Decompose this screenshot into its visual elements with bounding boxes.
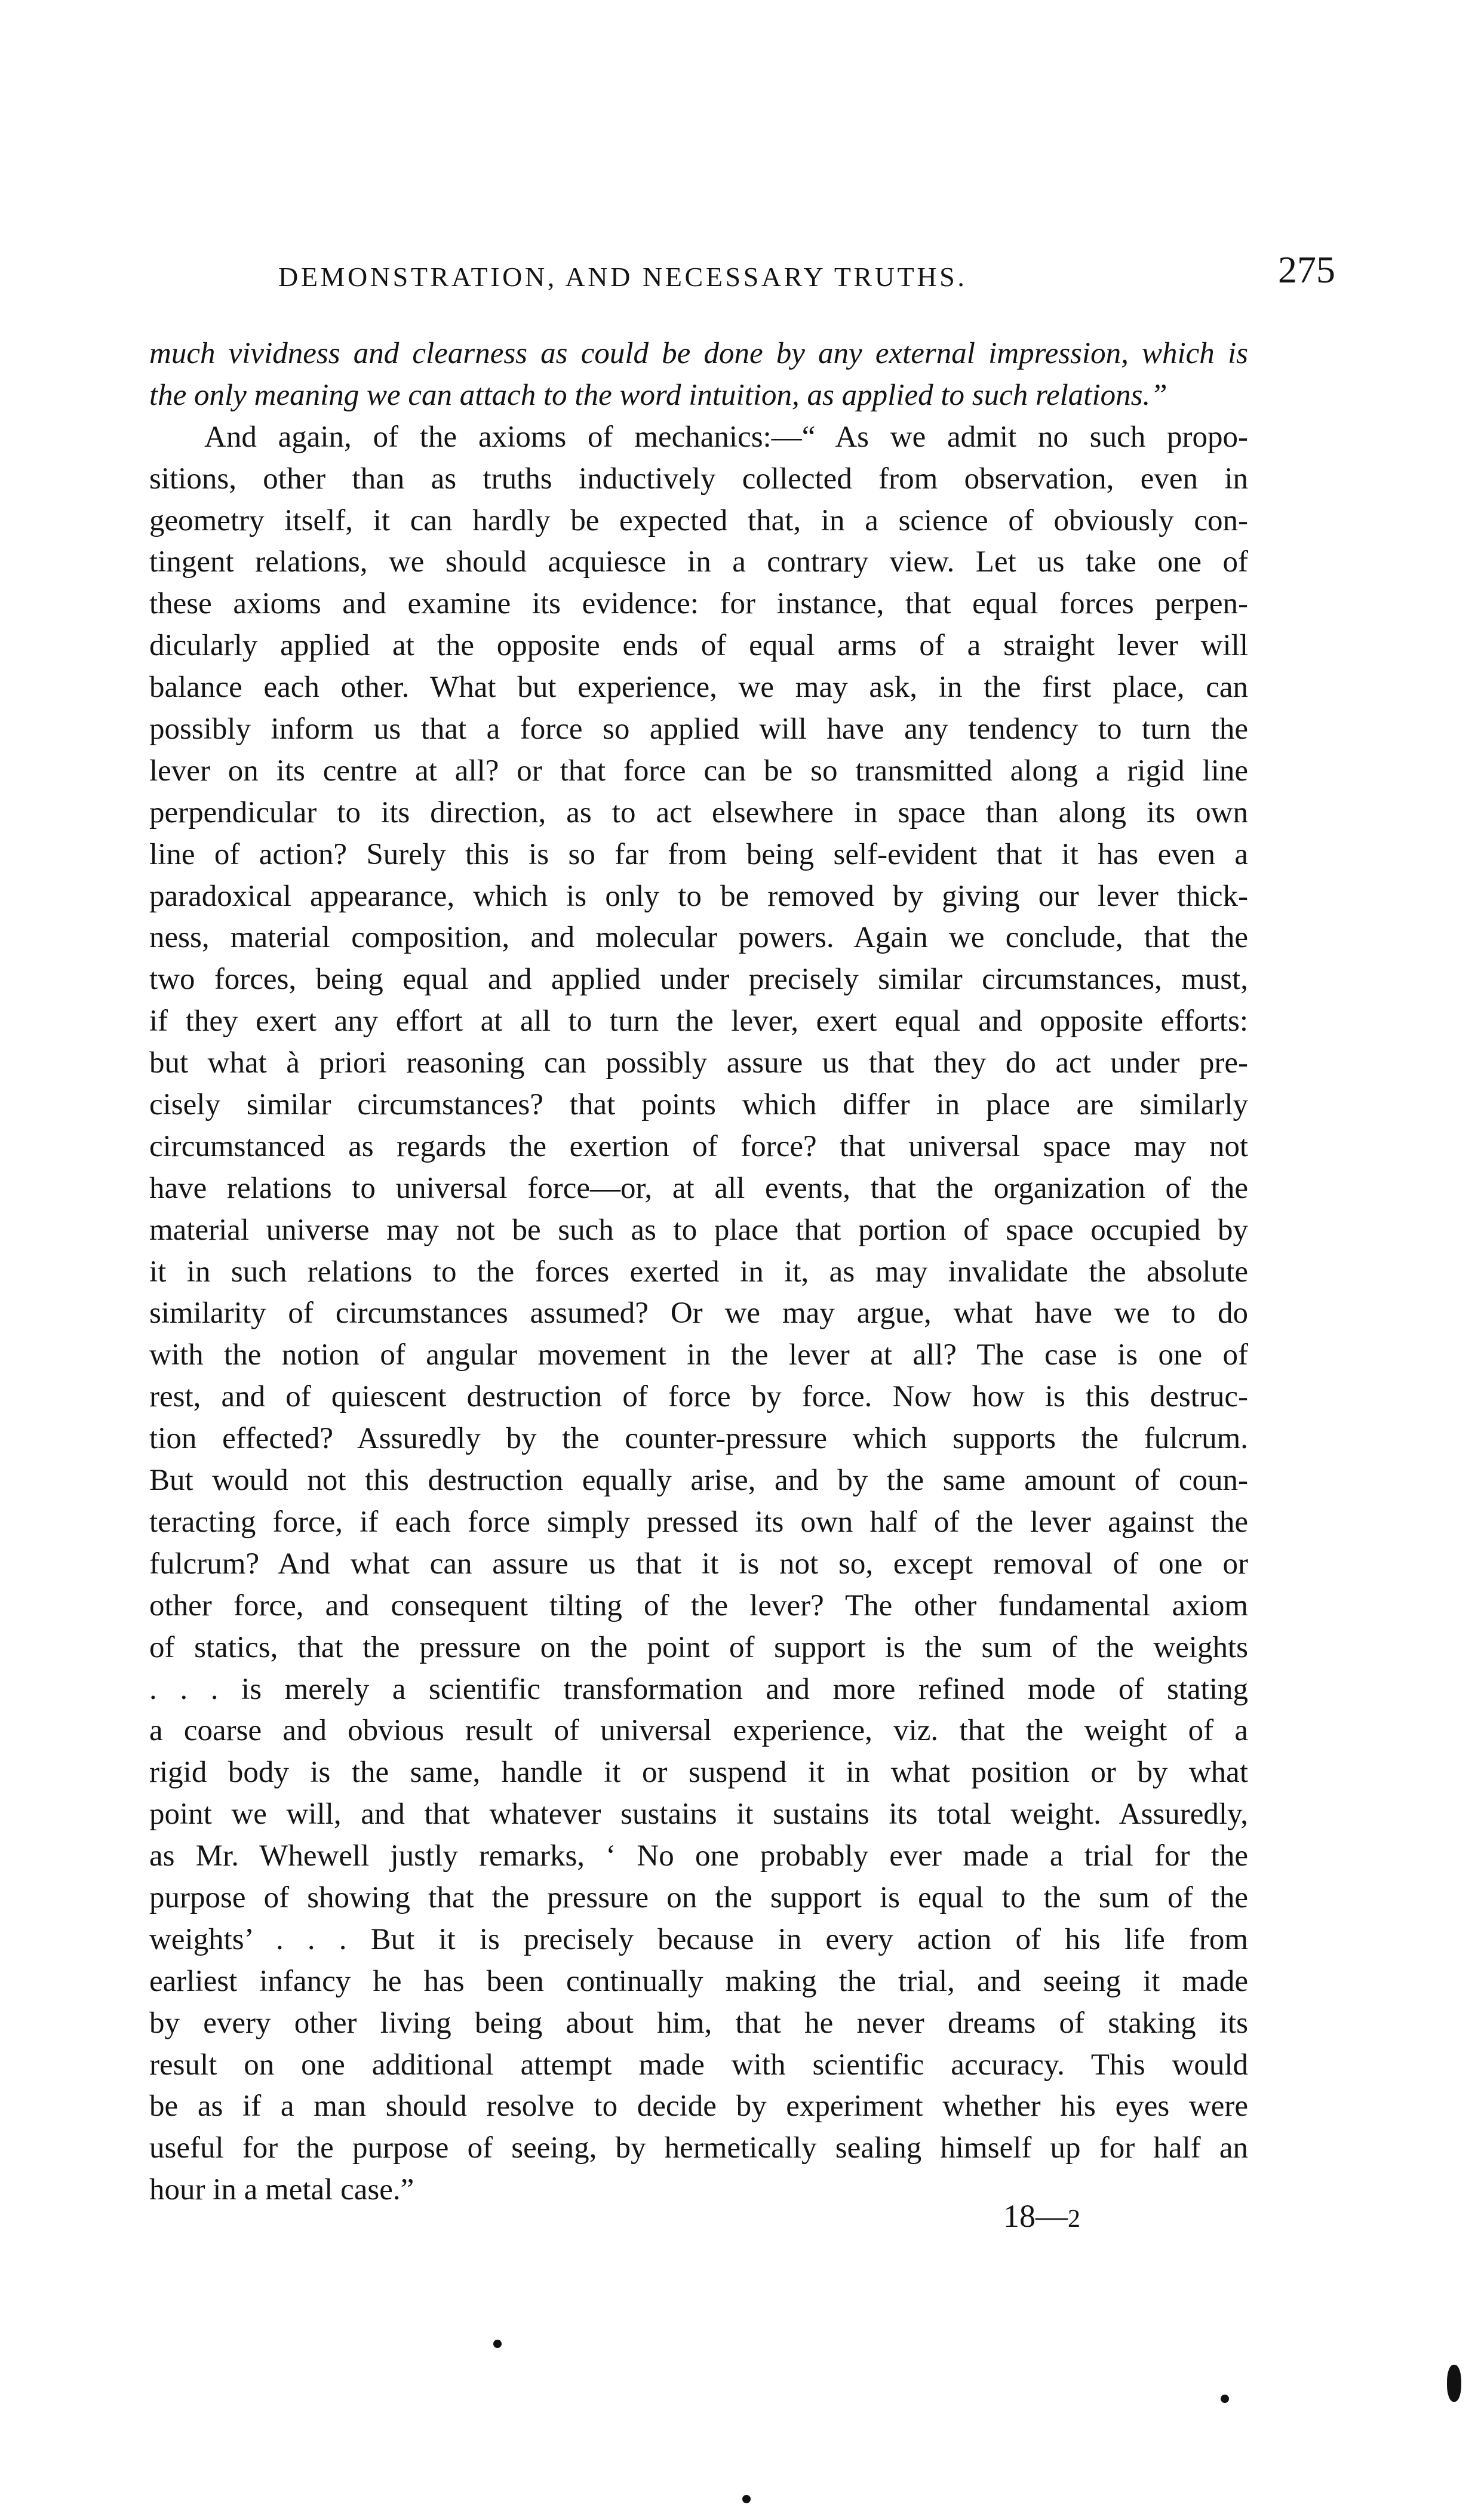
signature-mark: [1003, 2198, 1080, 2235]
page-number: 275: [1278, 248, 1335, 291]
text-line: useful for the purpose of seeing, by hermetically sealing himself up for half an: [149, 2131, 1248, 2165]
text-line: tion effected? Assuredly by the counter-pressure which supports the fulcrum.: [149, 1422, 1248, 1456]
text-line: paradoxical appearance, which is only to be removed by giving our lever thick-: [149, 879, 1248, 913]
text-line: rest, and of quiescent destruction of force by force. Now how is this destruc-: [149, 1380, 1248, 1414]
text-line: with the notion of angular movement in the lever at all? The case is one of: [149, 1338, 1248, 1372]
text-line: point we will, and that whatever sustains it sustains its total weight. Assuredly,: [149, 1797, 1248, 1831]
text-line: much vividness and clearness as could be done by any external impression, which is: [149, 337, 1248, 370]
text-line: two forces, being equal and applied under precisely similar circumstances, must,: [149, 963, 1248, 997]
text-line: it in such relations to the forces exerted in it, as may invalidate the absolute: [149, 1255, 1248, 1289]
body-text: [149, 333, 1248, 2211]
ink-speck: [493, 2340, 502, 2348]
ink-speck: [1447, 2365, 1461, 2402]
text-line: a coarse and obvious result of universal experience, viz. that the weight of a: [149, 1714, 1248, 1748]
text-line: earliest infancy he has been continually making the trial, and seeing it made: [149, 1964, 1248, 1998]
text-line: circumstanced as regards the exertion of force? that universal space may not: [149, 1129, 1248, 1163]
signature-number: 18—: [1003, 2198, 1068, 2234]
text-line: balance each other. What but experience, we may ask, in the first place, can: [149, 671, 1248, 705]
text-line: fulcrum? And what can assure us that it is not so, except removal of one or: [149, 1547, 1248, 1581]
text-line: but what à priori reasoning can possibly assure us that they do act under pre-: [149, 1046, 1248, 1080]
running-title: DEMONSTRATION, AND NECESSARY TRUTHS.: [278, 262, 967, 292]
text-line: cisely similar circumstances? that points which differ in place are similarly: [149, 1088, 1248, 1122]
text-line: ness, material composition, and molecular powers. Again we conclude, that the: [149, 921, 1248, 955]
text-line: have relations to universal force—or, at all events, that the organization of the: [149, 1171, 1248, 1205]
text-line: by every other living being about him, that he never dreams of staking its: [149, 2006, 1248, 2040]
text-line: these axioms and examine its evidence: for instance, that equal forces perpen-: [149, 587, 1248, 621]
text-line: geometry itself, it can hardly be expected that, in a science of obviously con-: [149, 503, 1248, 537]
text-line: rigid body is the same, handle it or suspend it in what position or by what: [149, 1756, 1248, 1790]
text-line: line of action? Surely this is so far from being self-evident that it has even a: [149, 837, 1248, 871]
text-line: teracting force, if each force simply pressed its own half of the lever against the: [149, 1505, 1248, 1539]
text-line: dicularly applied at the opposite ends of equal arms of a straight lever will: [149, 629, 1248, 663]
text-line: of statics, that the pressure on the point of support is the sum of the weights: [149, 1630, 1248, 1664]
text-line: tingent relations, we should acquiesce in a contrary view. Let us take one of: [149, 545, 1248, 579]
text-line: hour in a metal case.”: [149, 2173, 414, 2207]
text-line: sitions, other than as truths inductively collected from observation, even in: [149, 462, 1248, 496]
text-line: similarity of circumstances assumed? Or we may argue, what have we to do: [149, 1296, 1248, 1330]
text-line: perpendicular to its direction, as to act elsewhere in space than along its own: [149, 795, 1248, 829]
text-line: other force, and consequent tilting of the lever? The other fundamental axiom: [149, 1588, 1248, 1622]
running-head: [278, 248, 1335, 302]
ink-speck: [1221, 2395, 1229, 2403]
text-line: result on one additional attempt made with scientific accuracy. This would: [149, 2048, 1248, 2082]
text-line: as Mr. Whewell justly remarks, ‘ No one probably ever made a trial for the: [149, 1839, 1248, 1873]
ink-speck: [742, 2495, 751, 2503]
text-line: weights’ . . . But it is precisely because in every action of his life from: [149, 1922, 1248, 1956]
signature-sub: 2: [1068, 2205, 1080, 2233]
text-line: . . . is merely a scientific transformation and more refined mode of stating: [149, 1672, 1248, 1706]
text-line: But would not this destruction equally arise, and by the same amount of coun-: [149, 1464, 1248, 1498]
text-line: the only meaning we can attach to the word intuition, as applied to such relations.”: [149, 378, 1167, 412]
text-line: lever on its centre at all? or that force can be so transmitted along a rigid line: [149, 754, 1248, 788]
text-line: possibly inform us that a force so applied will have any tendency to turn the: [149, 712, 1248, 746]
text-line: be as if a man should resolve to decide by experiment whether his eyes were: [149, 2089, 1248, 2123]
text-line: And again, of the axioms of mechanics:—“ As we admit no such propo-: [204, 420, 1248, 454]
text-line: if they exert any effort at all to turn the lever, exert equal and opposite efforts:: [149, 1004, 1248, 1038]
text-line: material universe may not be such as to place that portion of space occupied by: [149, 1213, 1248, 1247]
text-line: purpose of showing that the pressure on the support is equal to the sum of the: [149, 1880, 1248, 1914]
